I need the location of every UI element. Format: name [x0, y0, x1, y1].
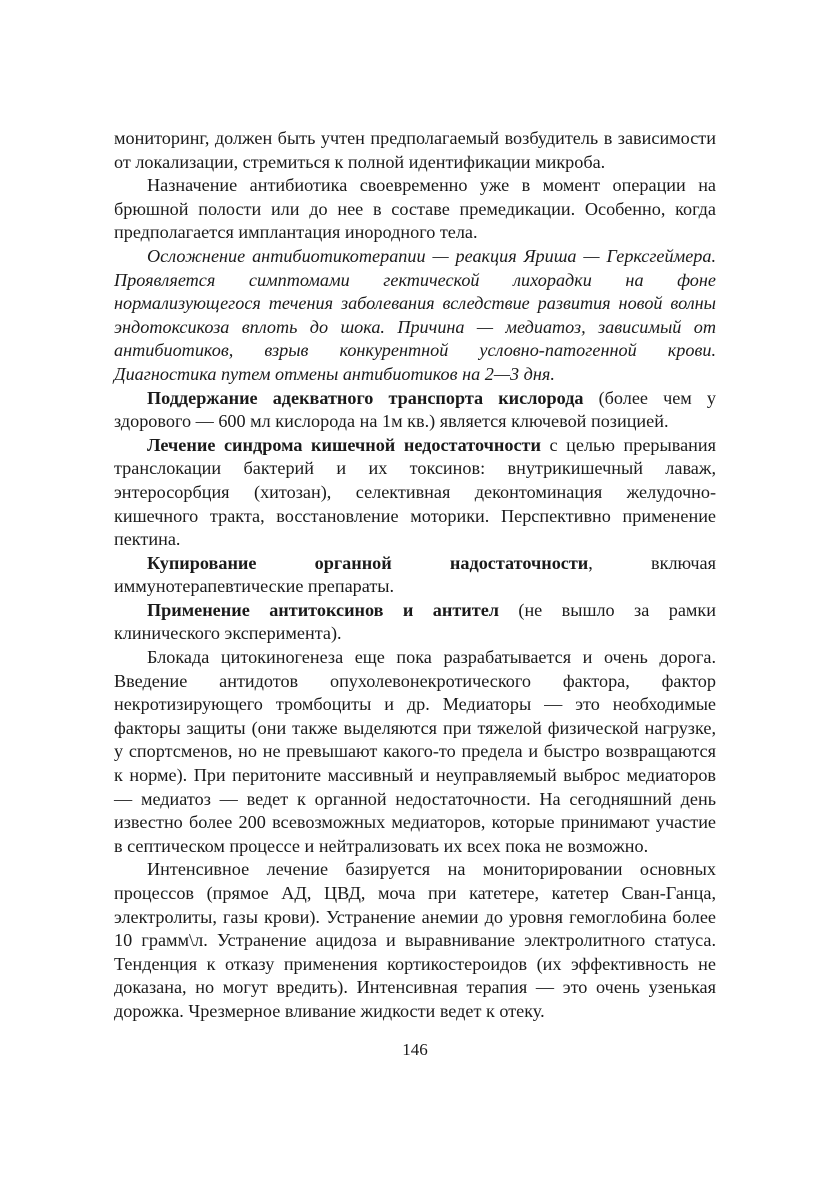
- paragraph-lead: Лечение синдрома кишечной недостаточности: [147, 434, 541, 455]
- paragraph-lead: Купирование органной надостаточности: [147, 552, 589, 573]
- page-number: 146: [402, 1040, 428, 1059]
- paragraph-antitoxins: [114, 599, 716, 646]
- paragraph-text: Интенсивное лечение базируется на мониторировании основных процессов (прямое АД, ЦВД, моча при катетере, катетер Сван-Ганца, электролиты, газы крови). Устранение анемии до уровня гемоглобина более 10 грамм\л. Устранение ацидоза и выравнивание электролитного статуса. Тенденция к отказу применения кортикостероидов (их эффективность не доказана, но могут вредить). Интенсивная терапия — это очень узенькая дорожка. Чрезмерное вливание жидкости ведет к отеку.: [114, 859, 716, 1021]
- paragraph-lead: Поддержание адекватного транспорта кислорода: [147, 387, 584, 408]
- paragraph-continuation: [114, 127, 716, 174]
- paragraph-antibiotic-timing: [114, 174, 716, 245]
- paragraph-intestinal-insufficiency: [114, 434, 716, 552]
- paragraph-text: (не вышло за рамки клинического эксперимента).: [114, 599, 716, 644]
- paragraph-text: Назначение антибиотика своевременно уже в момент операции на брюшной полости или до нее в составе премедикации. Особенно, когда предполагается имплантация инородного тела.: [114, 175, 716, 243]
- paragraph-text: (более чем у здорового — 600 мл кислорода на 1м кв.) является ключевой позицией.: [114, 387, 716, 432]
- paragraph-text: , включая иммунотерапевтические препараты.: [114, 552, 716, 597]
- paragraph-cytokine-blockade: [114, 646, 716, 858]
- paragraph-text: с целью прерывания транслокации бактерий и их токсинов: внутрикишечный лаваж, энтеросорбция (хитозан), селективная деконтоминация желудочно-кишечного тракта, восстановление моторики. Перспективно применение пектина.: [114, 434, 716, 550]
- paragraph-complication: [114, 245, 716, 387]
- paragraph-organ-insufficiency: [114, 552, 716, 599]
- paragraph-oxygen-transport: [114, 387, 716, 434]
- body-text: [114, 127, 716, 1024]
- paragraph-text: Осложнение антибиотикотерапии — реакция Яриша — Герксгеймера. Проявляется симптомами гектической лихорадки на фоне нормализующегося течения заболевания вследствие развития новой волны эндотоксикоза вплоть до шока. Причина — медиатоз, зависимый от антибиотиков, взрыв конкурентной условно-патогенной крови. Диагностика путем отмены антибиотиков на 2—3 дня.: [114, 245, 716, 384]
- paragraph-text: Блокада цитокиногенеза еще пока разрабатывается и очень дорога. Введение антидотов опухолевонекротического фактора, фактор некротизирующего тромбоциты и др. Медиаторы — это необходимые факторы защиты (они также выделяются при тяжелой физической нагрузке, у спортсменов, но не превышают какого-то предела и быстро возвращаются к норме). При перитоните массивный и неуправляемый выброс медиаторов — медиатоз — ведет к органной недостаточности. На сегодняшний день известно более 200 всевозможных медиаторов, которые принимают участие в септическом процессе и нейтрализовать их всех пока не возможно.: [114, 647, 716, 856]
- paragraph-intensive-care: [114, 858, 716, 1023]
- paragraph-lead: Применение антитоксинов и антител: [147, 599, 499, 620]
- paragraph-text: мониторинг, должен быть учтен предполагаемый возбудитель в зависимости от локализации, стремиться к полной идентификации микроба.: [114, 128, 716, 172]
